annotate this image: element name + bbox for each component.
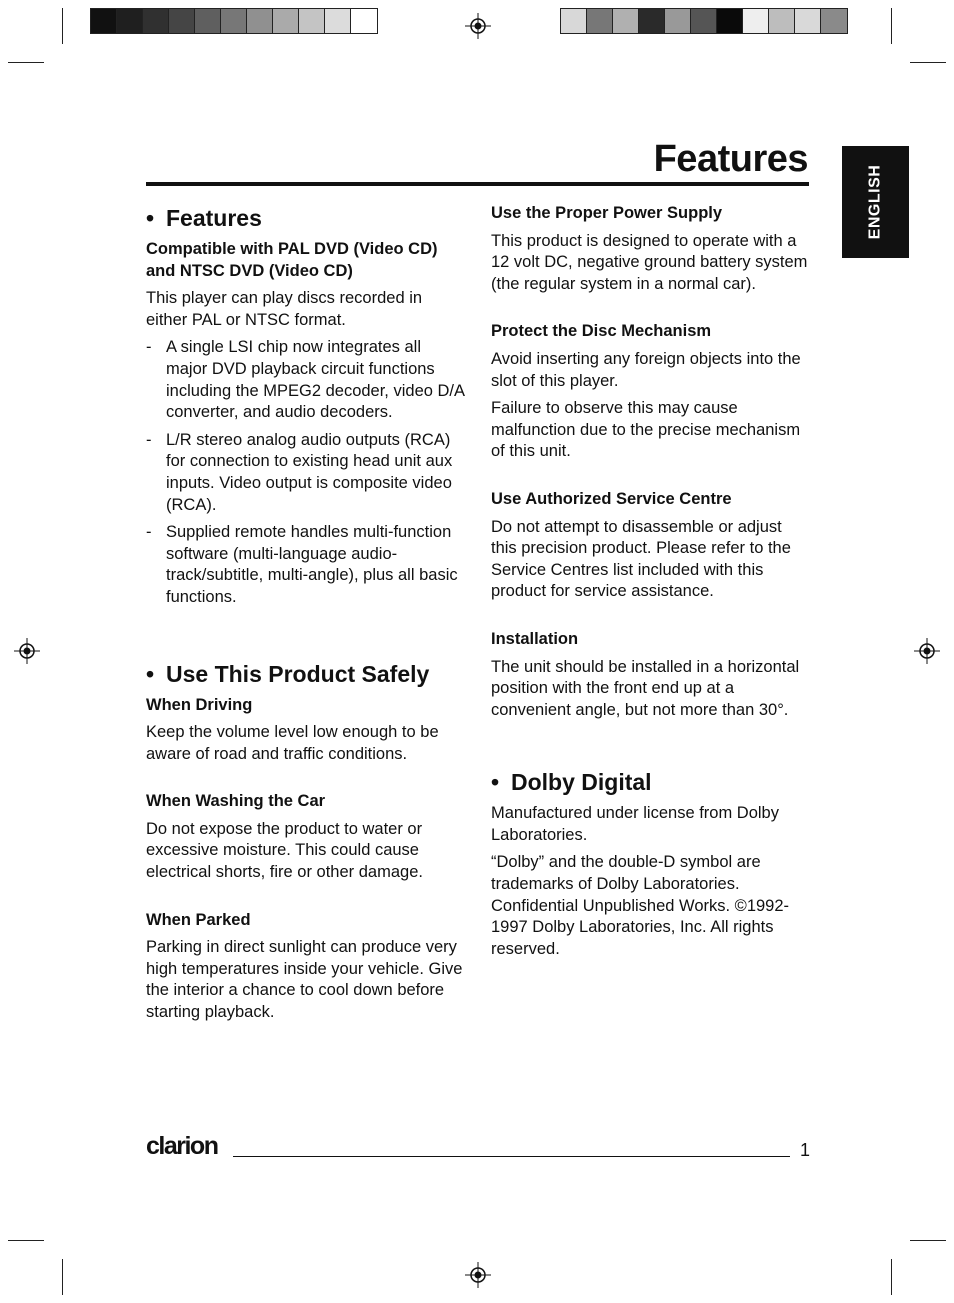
gray-swatch bbox=[587, 9, 613, 33]
page-title: Features bbox=[653, 138, 808, 180]
gray-swatch bbox=[769, 9, 795, 33]
registration-mark-icon bbox=[914, 638, 940, 664]
subheading-compatible: Compatible with PAL DVD (Video CD) and NTSC DVD (Video CD) bbox=[146, 240, 438, 280]
bullet-icon: • bbox=[491, 769, 500, 796]
gray-scale-strip-left bbox=[90, 8, 378, 34]
gray-swatch bbox=[247, 9, 273, 33]
gray-swatch bbox=[221, 9, 247, 33]
paragraph-driving: Keep the volume level low enough to be aware of road and traffic conditions. bbox=[146, 723, 439, 763]
gray-swatch bbox=[613, 9, 639, 33]
section-heading-safety: • Use This Product Safely bbox=[146, 660, 430, 687]
gray-swatch bbox=[91, 9, 117, 33]
page-number: 1 bbox=[800, 1140, 811, 1160]
gray-swatch bbox=[717, 9, 743, 33]
crop-mark bbox=[910, 62, 946, 63]
paragraph-disc-2: Failure to observe this may cause malfunction due to the precise mechanism of this unit. bbox=[491, 399, 801, 461]
title-rule bbox=[146, 182, 809, 186]
section-heading-features: • Features bbox=[146, 205, 262, 231]
crop-mark bbox=[8, 62, 44, 63]
crop-mark bbox=[8, 1240, 44, 1241]
left-column bbox=[146, 203, 466, 1030]
bullet-icon: • bbox=[146, 660, 155, 687]
paragraph-intro: This player can play discs recorded in either PAL or NTSC format. bbox=[146, 289, 423, 329]
crop-mark bbox=[891, 1259, 892, 1295]
gray-swatch bbox=[639, 9, 665, 33]
gray-swatch bbox=[325, 9, 351, 33]
footer-rule bbox=[233, 1156, 790, 1157]
paragraph-disc-1: Avoid inserting any foreign objects into the slot of this player. bbox=[491, 349, 801, 390]
crop-mark bbox=[62, 1259, 63, 1295]
gray-scale-strip-right bbox=[560, 8, 848, 34]
gray-swatch bbox=[795, 9, 821, 33]
dash-icon: - bbox=[146, 523, 152, 542]
gray-swatch bbox=[273, 9, 299, 33]
gray-swatch bbox=[351, 9, 377, 33]
paragraph-dolby-1: Manufactured under license from Dolby Laboratories. bbox=[491, 804, 779, 844]
section-heading-dolby: • Dolby Digital bbox=[491, 769, 652, 796]
subheading-disc: Protect the Disc Mechanism bbox=[491, 322, 712, 341]
gray-swatch bbox=[691, 9, 717, 33]
gray-swatch bbox=[117, 9, 143, 33]
clarion-logo: clarion bbox=[146, 1132, 218, 1160]
paragraph-power: This product is designed to operate with a 12 volt DC, negative ground battery system (the regular system in a normal car). bbox=[491, 231, 808, 293]
gray-swatch bbox=[665, 9, 691, 33]
registration-mark-icon bbox=[14, 638, 40, 664]
gray-swatch bbox=[299, 9, 325, 33]
subheading-installation: Installation bbox=[491, 629, 579, 648]
subheading-washing: When Washing the Car bbox=[146, 792, 326, 811]
crop-mark bbox=[62, 8, 63, 44]
bullet-icon: • bbox=[146, 205, 155, 231]
language-tab bbox=[842, 146, 909, 258]
paragraph-parked: Parking in direct sunlight can produce very high temperatures inside your vehicle. Give the interior a chance to cool down before starting playback. bbox=[146, 938, 463, 1022]
subheading-service: Use Authorized Service Centre bbox=[491, 489, 732, 508]
gray-swatch bbox=[143, 9, 169, 33]
paragraph-installation: The unit should be installed in a horizontal position with the front end up at a convenient angle, but not more than 30°. bbox=[491, 657, 800, 719]
crop-mark bbox=[891, 8, 892, 44]
subheading-parked: When Parked bbox=[146, 910, 251, 929]
gray-swatch bbox=[743, 9, 769, 33]
dash-icon: - bbox=[146, 338, 152, 357]
list-item: - A single LSI chip now integrates all major DVD playback circuit functions including the MPEG2 decoder, video D/A converter, and audio decoders. bbox=[146, 338, 465, 422]
list-item: - L/R stereo analog audio outputs (RCA) for connection to existing head unit aux inputs. Video output is composite video (RCA). bbox=[146, 430, 453, 514]
registration-mark-icon bbox=[465, 1262, 491, 1288]
paragraph-dolby-2: “Dolby” and the double-D symbol are trademarks of Dolby Laboratories. Confidential Unpublished Works. ©1992-1997 Dolby Laboratories, Inc. All rights reserved. bbox=[491, 853, 790, 958]
gray-swatch bbox=[195, 9, 221, 33]
right-column bbox=[491, 203, 811, 966]
subheading-power: Use the Proper Power Supply bbox=[491, 204, 723, 222]
crop-mark bbox=[910, 1240, 946, 1241]
paragraph-washing: Do not expose the product to water or excessive moisture. This could cause electrical shorts, fire or other damage. bbox=[146, 819, 423, 882]
subheading-driving: When Driving bbox=[146, 695, 253, 714]
registration-mark-icon bbox=[465, 13, 491, 39]
feature-list bbox=[146, 337, 466, 608]
gray-swatch bbox=[169, 9, 195, 33]
paragraph-service: Do not attempt to disassemble or adjust this precision product. Please refer to the Service Centres list included with this product for service assistance. bbox=[491, 517, 791, 601]
gray-swatch bbox=[821, 9, 847, 33]
list-item: - Supplied remote handles multi-function software (multi-language audio-track/subtitle, multi-angle), plus all basic functions. bbox=[146, 523, 458, 606]
gray-swatch bbox=[561, 9, 587, 33]
dash-icon: - bbox=[146, 430, 152, 449]
language-tab-label: ENGLISH bbox=[866, 164, 884, 240]
